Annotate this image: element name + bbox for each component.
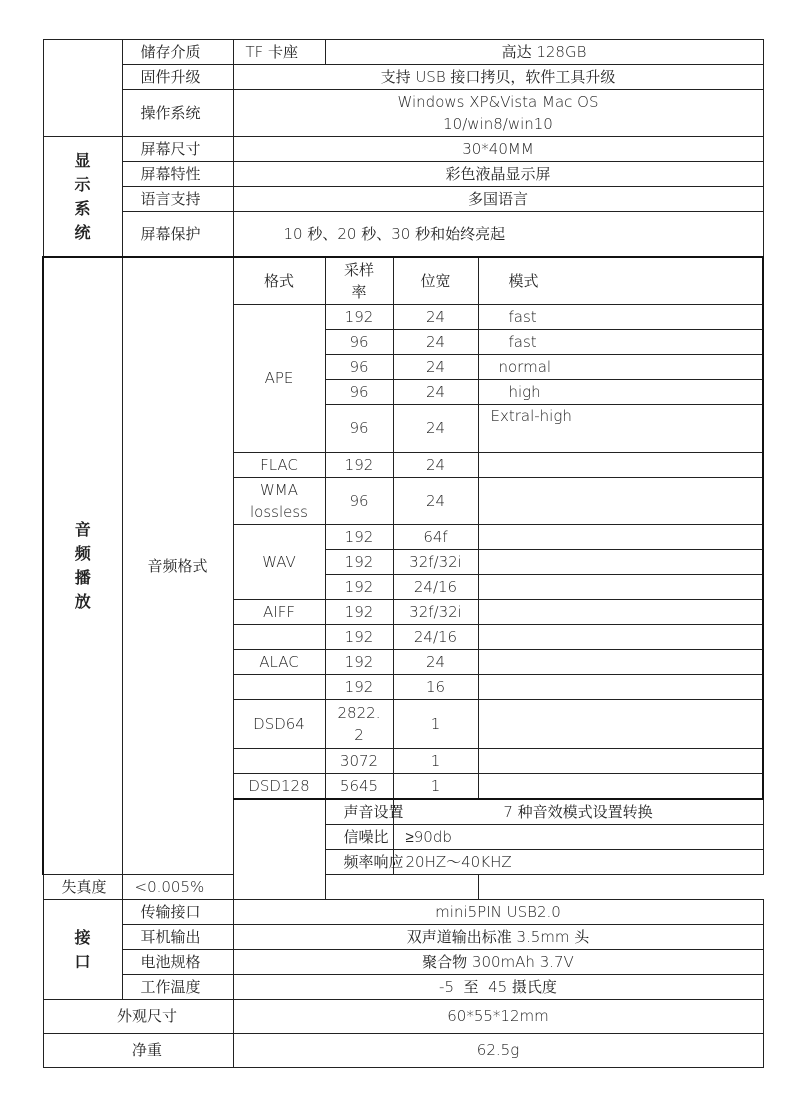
os-value	[233, 90, 763, 137]
sound-setting-label: 声音设置	[325, 799, 393, 825]
freq-label: 频率响应	[325, 850, 393, 875]
storage-type: TF 卡座	[233, 40, 325, 65]
os-line1: Windows XP&Vista Mac OS	[397, 93, 599, 111]
interface-category: 接 口	[43, 900, 122, 1000]
battery-label: 电池规格	[122, 950, 233, 975]
storage-capacity: 高达 128GB	[325, 40, 763, 65]
header-mode: 模式	[478, 257, 763, 305]
spec-table: 储存介质 TF 卡座 高达 128GB 固件升级 支持 USB 接口拷贝，软件工具升级 操作系统 Windows XP&Vista Mac OS 10/win8/win10 显 示 系 统 屏幕尺寸 30*40MM 屏幕特性 彩色液晶显示屏 语言支持 多国语言 屏幕保护 10 秒、20 秒、30 秒和始终亮起 音 频 播 放 音频格式 格式 采样 率 位宽 模式 APE 192 24 fast 96 24 fast 96 24 normal 96 24 high 96 24 Extral-high FLAC 192 24 WMA lossless 96 24 WAV 192 64f 192 32f/32i 192 24/16 AIFF 192 32f/32i 192 24/16 ALAC 192 24 192 16 DSD64 2822. 2 1 3072 1 DSD128 5645 1 声音设置 7 种音效模式设置转换 信噪比 ≥90db 频率响应 20HZ～40KHZ 失真度 <0.005% 接 口 传输接口 mini5PIN USB2.0 耳机输出 双声道输出标准 3.5mm 头 电池规格 聚合物 300mAh 3.7V 工作温度 -5 至 45 摄氏度 外观尺寸 60*55*12mm 净重 62.5g	[42, 39, 764, 1068]
display-size-label: 屏幕尺寸	[122, 137, 233, 162]
table-row: 96	[325, 355, 393, 380]
format-flac: FLAC	[233, 453, 325, 478]
display-feature-value: 彩色液晶显示屏	[233, 162, 763, 187]
table-row: 96	[325, 405, 393, 453]
battery-value: 聚合物 300mAh 3.7V	[233, 950, 763, 975]
transfer-label: 传输接口	[122, 900, 233, 925]
weight-value: 62.5g	[233, 1034, 763, 1068]
format-wav: WAV	[233, 525, 325, 600]
display-feature-label: 屏幕特性	[122, 162, 233, 187]
firmware-label: 固件升级	[122, 65, 233, 90]
distortion-label: 失真度	[43, 875, 122, 900]
table-row: 192	[325, 305, 393, 330]
os-line2: 10/win8/win10	[443, 115, 553, 133]
table-row: 96	[325, 330, 393, 355]
storage-label: 储存介质	[122, 40, 233, 65]
audio-category: 音 频 播 放	[43, 257, 122, 875]
audio-format-label: 音频格式	[122, 257, 233, 875]
display-saver-value: 10 秒、20 秒、30 秒和始终亮起	[233, 212, 763, 258]
header-format: 格式	[233, 257, 325, 305]
dimensions-value: 60*55*12mm	[233, 1000, 763, 1034]
storage-category	[43, 40, 122, 137]
table-row: 96	[325, 380, 393, 405]
format-dsd64: DSD64	[233, 700, 325, 749]
sound-setting-value: 7 种音效模式设置转换	[393, 799, 763, 825]
display-category: 显 示 系 统	[43, 137, 122, 258]
headphone-label: 耳机输出	[122, 925, 233, 950]
freq-value: 20HZ～40KHZ	[393, 850, 763, 875]
temperature-label: 工作温度	[122, 975, 233, 1000]
format-aiff: AIFF	[233, 600, 325, 625]
weight-label: 净重	[43, 1034, 233, 1068]
display-size-value: 30*40MM	[233, 137, 763, 162]
transfer-value: mini5PIN USB2.0	[233, 900, 763, 925]
format-dsd128: DSD128	[233, 774, 325, 800]
display-language-label: 语言支持	[122, 187, 233, 212]
display-language-value: 多国语言	[233, 187, 763, 212]
snr-value: ≥90db	[393, 825, 763, 850]
dimensions-label: 外观尺寸	[43, 1000, 233, 1034]
snr-label: 信噪比	[325, 825, 393, 850]
firmware-value: 支持 USB 接口拷贝，软件工具升级	[233, 65, 763, 90]
os-label: 操作系统	[122, 90, 233, 137]
header-rate: 采样 率	[325, 257, 393, 305]
format-wma: WMA lossless	[233, 478, 325, 525]
temperature-value: -5 至 45 摄氏度	[233, 975, 763, 1000]
format-alac: ALAC	[233, 650, 325, 675]
format-ape: APE	[233, 305, 325, 453]
distortion-value: <0.005%	[122, 875, 478, 900]
display-saver-label: 屏幕保护	[122, 212, 233, 258]
header-depth: 位宽	[393, 257, 478, 305]
headphone-value: 双声道输出标准 3.5mm 头	[233, 925, 763, 950]
